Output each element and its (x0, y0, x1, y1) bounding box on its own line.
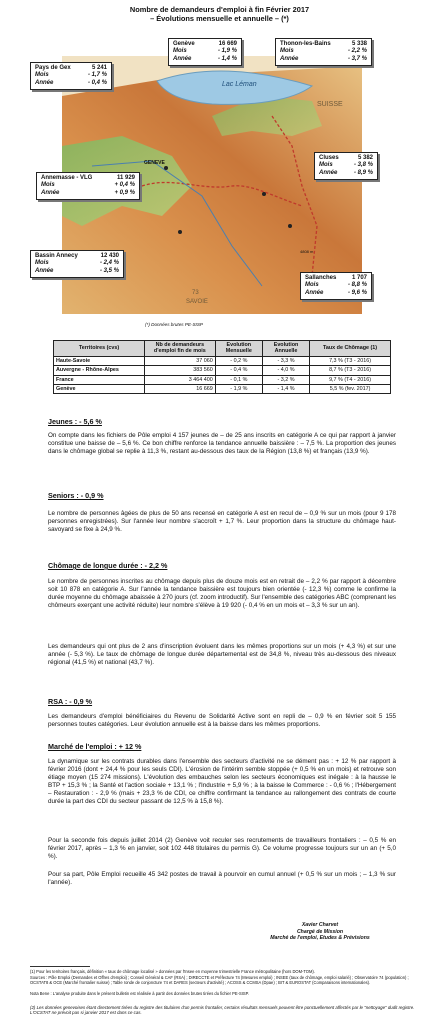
box-geneve: Genève 16 669 Mois - 1,9 % Année - 1,4 % (168, 38, 242, 66)
cell: - 0,1 % (215, 375, 262, 384)
footnote-sources: Sources : Pôle Emploi (Demandes et Offres d'emploi) ; Conseil Général & CAF (RSA) ; DIRECCTE et Préfecture 74 (Mesures emploi) ; INSEE (taux de chômage, emploi salarié) ; Observatoire 74 (population) ; OCSTAT8 & OCE (Marché frontalier suisse) ; Table ronde de conjoncture 74 et DARES (secteurs d'activité) ; ACOSS & CCMSA (Dpae) ; BIT & EUROSTAT (Comparaisons internationales). (30, 975, 409, 985)
suisse-label: SUISSE (317, 101, 343, 108)
cell: - 3,2 % (262, 375, 309, 384)
heading-marche: Marché de l'emploi : + 12 % (48, 742, 142, 751)
cell: 383 560 (144, 366, 215, 375)
table-row (54, 356, 391, 365)
box-thonon: Thonon-les-Bains 5 338 Mois - 2,2 % Année - 3,7 % (275, 38, 372, 66)
cell: - 3,3 % (262, 356, 309, 365)
col-nb-demandeurs: Nb de demandeurs d'emploi fin de mois (144, 341, 215, 357)
box-pays-de-gex: Pays de Gex 5 241 Mois - 1,7 % Année - 0,4 % (30, 62, 112, 90)
cell: - 4,0 % (262, 366, 309, 375)
map-source-note: (*) Données brutes PE-SISP (145, 322, 203, 327)
cell: 37 060 (144, 356, 215, 365)
cell: 8,7 % (T3 - 2016) (310, 366, 391, 375)
summary-table (53, 340, 391, 394)
city-dot-annecy (178, 230, 182, 234)
box-cluses: Cluses 5 382 Mois - 3,8 % Année - 8,9 % (314, 152, 378, 180)
para-seniors: Le nombre de personnes âgées de plus de 50 ans recensé en catégorie A est en recul de – 0,9 % sur un mois (pour 9 178 personnes enregistrées). Sur l'année leur nombre s'accroît + 1,7 %. Leur proportion dans la structure du chômage haut-savoyard se fixe à 24,9 %. (48, 510, 396, 533)
cell: - 0,2 % (215, 356, 262, 365)
subtitle-line: – Évolutions mensuelle et annuelle – (*) (150, 14, 289, 23)
footnote-2: (2) Les données genevoises étant directement tirées du registre des titulaires d'un permis frontalier, certains résultats mensuels peuvent être ponctuellement affectés par le "nettoyage" dudit registre. L'OCSTAT ne prévoit pas si janvier 2017 est dans ce cas. (30, 1005, 415, 1016)
cell: 16 669 (144, 385, 215, 394)
cell: 7,3 % (T3 - 2016) (310, 356, 391, 365)
footnote-nota-bene: Nota Bene : L'analyse produite dans le présent bulletin est réalisée à partir des données brutes tirées du fichier PE-SISP. (30, 991, 249, 996)
dep-label: 73 (192, 290, 199, 296)
para-cld-2: Les demandeurs qui ont plus de 2 ans d'inscription évoluent dans les mêmes proportions sur un mois (+ 4,3 %) et sur une année (- 5,3 %). Le taux de chômage de longue durée départemental est de 34,8 %, niveau très au-dessous des niveaux régional (41,5 %) et national (43,7 %). (48, 643, 396, 666)
heading-cld: Chômage de longue durée : - 2,2 % (48, 561, 168, 570)
box-annemasse: Annemasse - VLG 11 929 Mois + 0,4 % Année + 0,9 % (36, 172, 140, 200)
footnote-1: (1) Pour les territoires français, définition « taux de chômage localisé » données par l'Insee en moyenne trimestrielle France métropolitaine (hors DOM-TOM). (30, 969, 315, 974)
savoie-label: SAVOIE (186, 299, 208, 305)
cell: - 1,4 % (262, 385, 309, 394)
footnote-rule (30, 966, 90, 967)
cell: 9,7 % (T4 - 2016) (310, 375, 391, 384)
altitude-label: 4808 m (300, 249, 314, 254)
lake-label: Lac Léman (222, 81, 257, 88)
table-row (54, 366, 391, 375)
para-marche-1: La dynamique sur les contrats durables dans l'ensemble des secteurs d'activité ne se dément pas : + 12 % par rapport à février 2016 (dont + 24,4 % pour les seuls CDI). L'érosion de l'intérim semble stoppée (+ 0,5 % en un mois) et retrouve son étiage moyen (15 274 missions). L'évolution des embauches selon les secteurs économiques est inégale : à la hausse le BTP + 15,3 % ; la Santé et l'action sociale + 13,1 % ; l'Industrie + 5,9 % ; à la baisse le Commerce : - 0,6 % ; l'Hébergement – Restauration : - 2,9 % (mais + 23,3 % de CDI, ce chiffre confirmant la tendance au rallongement des contrats de courte durée la part des CDI du secteur passant de 12,5 % à 15,8 %). (48, 758, 396, 805)
cell: Auvergne - Rhône-Alpes (54, 366, 145, 375)
para-jeunes: On compte dans les fichiers de Pôle emploi 4 157 jeunes de – de 25 ans inscrits en catégorie A ce qui par rapport à janvier constitue une baisse de – 5,6 %. Ce bon chiffre renforce la tendance annuelle baissière : – 7,5 %. La proportion des jeunes dans le chômage global se replie à 11,3 %, restant au-dessous des taux de la Région (13,8 %) et français (13,9 %). (48, 432, 396, 455)
signature-role: Chargé de Mission (296, 928, 344, 935)
para-cld-1: Le nombre de personnes inscrites au chômage depuis plus de douze mois est en retrait de – 2,2 % par rapport à décembre soit 10 878 en catégorie A. Sur l'année la tendance baissière est toujours bien orientée (- 12,3 %) comme le confirme la durée moyenne du chômage abaissée à 270 jours (cf. zoom introductif). Sur l'ensemble des catégories ABC (comprenant les chômeurs exerçant une activité réduite) leur nombre s'élève à 19 920 (- 0,4 % en un mois et – 3,3 % sur un an). (48, 578, 396, 609)
city-dot-sallanches (288, 224, 292, 228)
cell: - 0,4 % (215, 366, 262, 375)
heading-rsa: RSA : - 0,9 % (48, 697, 93, 706)
cell: Genève (54, 385, 145, 394)
box-sallanches: Sallanches 1 707 Mois - 8,8 % Année - 9,6 % (300, 272, 372, 300)
city-dot-cluses (262, 192, 266, 196)
para-marche-3: Pour sa part, Pôle Emploi recueille 45 342 postes de travail à pourvoir en cumul annuel (+ 0,5 % sur un mois ; – 1,3 % sur l'année). (48, 871, 396, 886)
geneve-label: GENEVE (144, 160, 165, 166)
col-territoires: Territoires (cvs) (54, 341, 145, 357)
col-evol-mensuelle: Evolution Mensuelle (215, 341, 262, 357)
title-line: Nombre de demandeurs d'emploi à fin Février 2017 (129, 5, 310, 14)
cell: France (54, 375, 145, 384)
box-bassin-annecy: Bassin Annecy 12 430 Mois - 2,4 % Année - 3,5 % (30, 250, 124, 278)
page-title (0, 5, 439, 23)
signature (230, 922, 410, 942)
table-row (54, 385, 391, 394)
cell: - 1,9 % (215, 385, 262, 394)
para-marche-2: Pour la seconde fois depuis juillet 2014 (2) Genève voit reculer ses recrutements de travailleurs frontaliers : – 0,5 % en février 2017, après – 1,3 % en janvier, soit 102 448 titulaires du permis G). Ce volume progresse toujours sur un an (+ 5,0 %). (48, 837, 396, 860)
signature-name: Xavier Charvet (301, 922, 339, 928)
heading-jeunes: Jeunes : - 5,6 % (48, 417, 102, 426)
city-dot-geneve (164, 166, 168, 170)
col-evol-annuelle: Evolution Annuelle (262, 341, 309, 357)
para-rsa: Les demandeurs d'emploi bénéficiaires du Revenu de Solidarité Active sont en repli de – 0,9 % en février soit 5 155 personnes toutes catégories. Leur évolution annuelle est à la baisse dans les mêmes proportions. (48, 713, 396, 728)
signature-service: Marché de l'emploi, Etudes & Prévisions (270, 935, 370, 942)
col-taux-chomage: Taux de Chômage (1) (310, 341, 391, 357)
heading-seniors: Seniors : - 0,9 % (48, 491, 104, 500)
table-header-row (54, 341, 391, 357)
cell: Haute-Savoie (54, 356, 145, 365)
cell: 5,5 % (fev. 2017) (310, 385, 391, 394)
cell: 3 464 400 (144, 375, 215, 384)
table-row (54, 375, 391, 384)
